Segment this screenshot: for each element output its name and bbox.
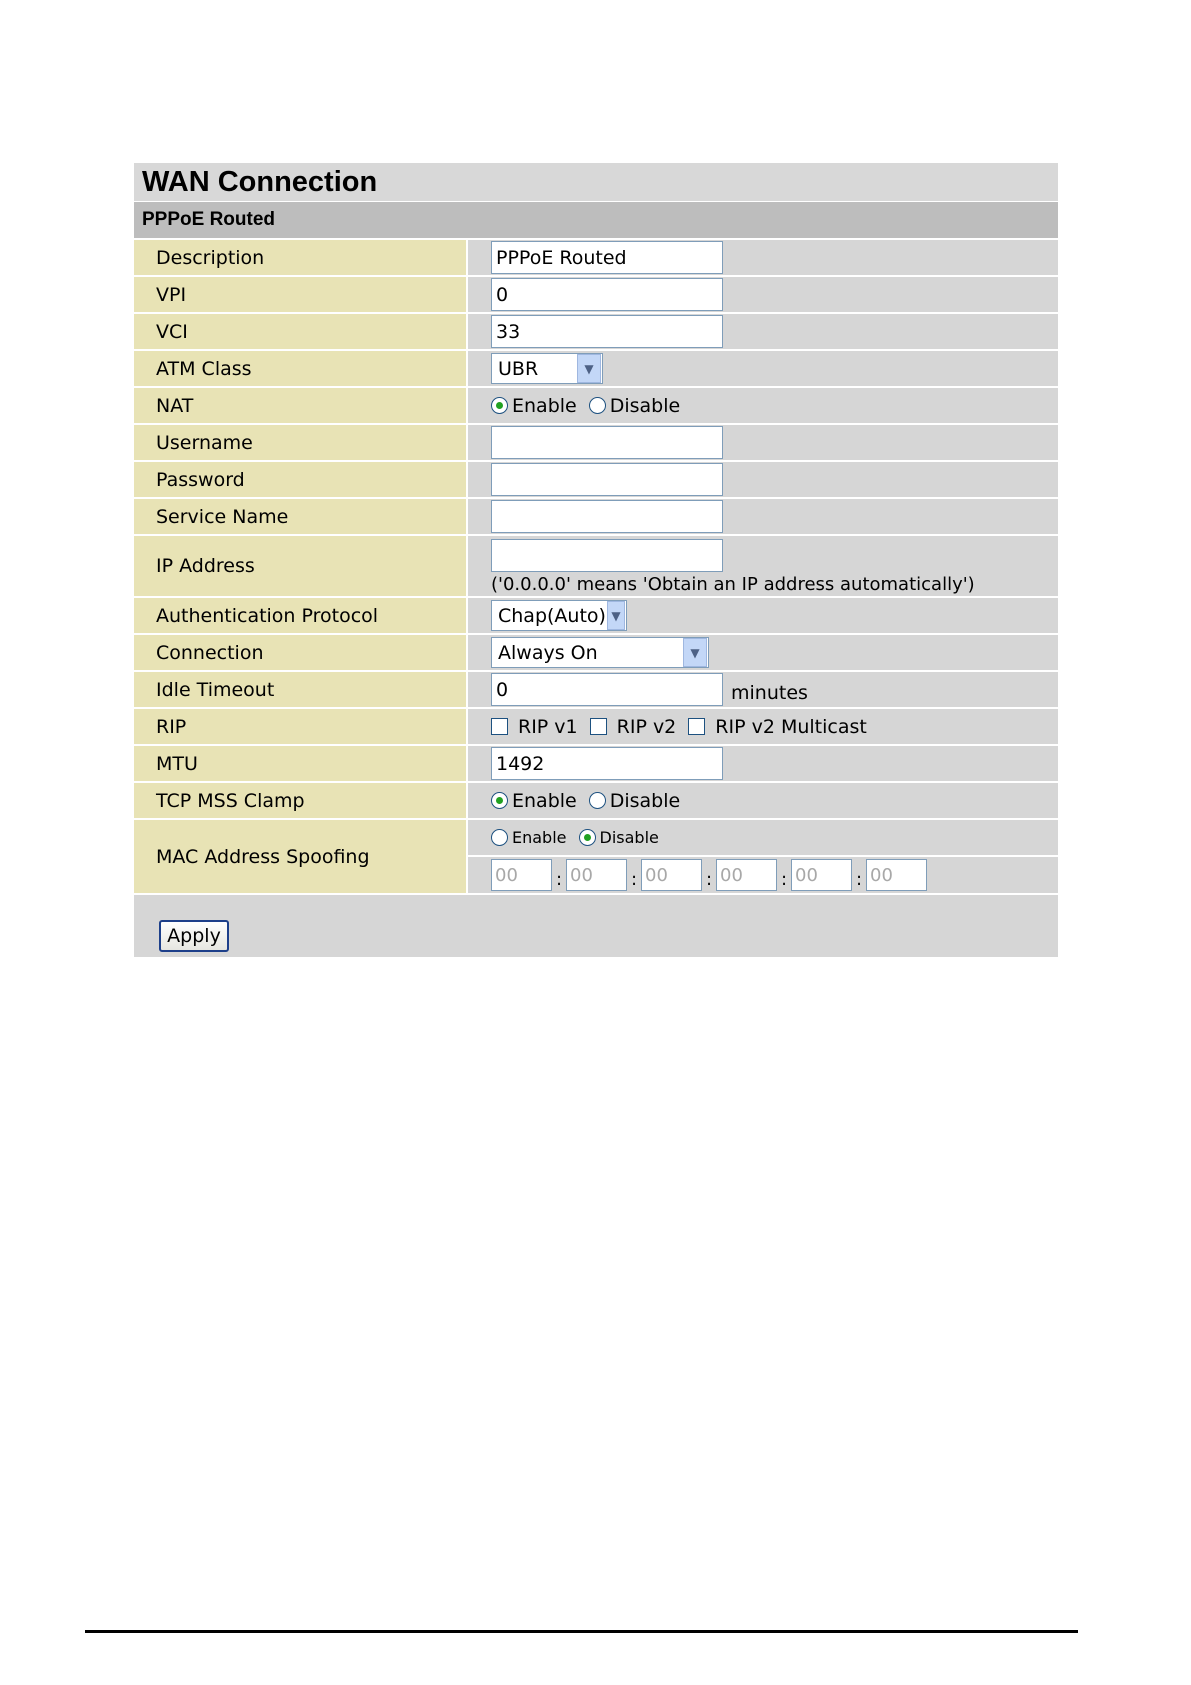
form-footer xyxy=(134,895,1058,957)
chevron-down-icon[interactable]: ▼ xyxy=(577,354,601,383)
vpi-label: VPI xyxy=(134,277,468,312)
row-idle-timeout xyxy=(134,672,1058,709)
apply-button[interactable]: Apply xyxy=(159,920,229,952)
tcp-mss-disable-radio[interactable] xyxy=(589,790,680,812)
mac-separator: : xyxy=(705,868,713,890)
connection-select[interactable] xyxy=(491,637,709,668)
rip-v2-multicast-label: RIP v2 Multicast xyxy=(715,715,867,738)
auth-protocol-value: Chap(Auto) xyxy=(498,604,606,627)
row-rip xyxy=(134,709,1058,746)
connection-label: Connection xyxy=(134,635,468,670)
rip-v2-multicast-checkbox[interactable] xyxy=(688,716,867,738)
mac-spoof-enable-radio[interactable] xyxy=(491,828,567,847)
row-connection xyxy=(134,635,1058,672)
vci-label: VCI xyxy=(134,314,468,349)
chevron-down-icon[interactable]: ▼ xyxy=(607,601,625,630)
row-auth-protocol xyxy=(134,598,1058,635)
ip-address-label: IP Address xyxy=(134,536,468,596)
password-label: Password xyxy=(134,462,468,497)
rip-v1-label: RIP v1 xyxy=(518,715,578,738)
nat-label: NAT xyxy=(134,388,468,423)
row-service-name xyxy=(134,499,1058,536)
ip-address-input[interactable] xyxy=(491,539,723,572)
row-nat xyxy=(134,388,1058,425)
row-password xyxy=(134,462,1058,499)
nat-disable-radio[interactable] xyxy=(589,395,680,417)
nat-enable-label: Enable xyxy=(512,394,577,417)
radio-unselected-icon[interactable] xyxy=(589,792,606,809)
mac-spoof-disable-radio[interactable] xyxy=(579,828,659,847)
row-description xyxy=(134,240,1058,277)
nat-disable-label: Disable xyxy=(609,394,681,417)
mac-spoof-enable-label: Enable xyxy=(512,828,567,847)
page-title: WAN Connection xyxy=(134,163,1058,202)
auth-protocol-select[interactable] xyxy=(491,600,627,631)
tcp-mss-enable-label: Enable xyxy=(512,789,577,812)
row-mac-spoofing xyxy=(134,820,1058,895)
atm-class-select[interactable] xyxy=(491,353,603,384)
radio-selected-icon[interactable] xyxy=(491,792,508,809)
wan-connection-panel xyxy=(134,163,1058,957)
vpi-input[interactable] xyxy=(491,278,723,311)
service-name-label: Service Name xyxy=(134,499,468,534)
rip-label: RIP xyxy=(134,709,468,744)
mac-spoof-disable-label: Disable xyxy=(599,828,659,847)
atm-class-value: UBR xyxy=(498,357,539,380)
atm-class-label: ATM Class xyxy=(134,351,468,386)
radio-selected-icon[interactable] xyxy=(579,829,596,846)
radio-selected-icon[interactable] xyxy=(491,397,508,414)
row-vpi xyxy=(134,277,1058,314)
service-name-input[interactable] xyxy=(491,500,723,533)
page-divider xyxy=(85,1630,1078,1633)
username-label: Username xyxy=(134,425,468,460)
rip-v2-label: RIP v2 xyxy=(616,715,677,738)
mac-octet-6[interactable] xyxy=(866,859,927,891)
idle-timeout-label: Idle Timeout xyxy=(134,672,468,707)
mac-octet-2[interactable] xyxy=(566,859,627,891)
description-input[interactable] xyxy=(491,241,723,274)
section-title: PPPoE Routed xyxy=(134,202,1058,240)
mac-octet-5[interactable] xyxy=(791,859,852,891)
mac-separator: : xyxy=(630,868,638,890)
auth-protocol-label: Authentication Protocol xyxy=(134,598,468,633)
radio-unselected-icon[interactable] xyxy=(491,829,508,846)
row-tcp-mss-clamp xyxy=(134,783,1058,820)
mtu-input[interactable] xyxy=(491,747,723,780)
row-vci xyxy=(134,314,1058,351)
nat-enable-radio[interactable] xyxy=(491,395,577,417)
radio-unselected-icon[interactable] xyxy=(589,397,606,414)
mac-octet-4[interactable] xyxy=(716,859,777,891)
ip-address-note: ('0.0.0.0' means 'Obtain an IP address automatically') xyxy=(491,574,975,595)
mac-separator: : xyxy=(780,868,788,890)
username-input[interactable] xyxy=(491,426,723,459)
checkbox-icon[interactable] xyxy=(590,718,607,735)
chevron-down-icon[interactable]: ▼ xyxy=(683,638,707,667)
tcp-mss-clamp-label: TCP MSS Clamp xyxy=(134,783,468,818)
mac-separator: : xyxy=(855,868,863,890)
mac-spoofing-label: MAC Address Spoofing xyxy=(134,820,468,893)
checkbox-icon[interactable] xyxy=(688,718,705,735)
idle-timeout-input[interactable] xyxy=(491,673,723,706)
rip-v1-checkbox[interactable] xyxy=(491,716,578,738)
mtu-label: MTU xyxy=(134,746,468,781)
idle-timeout-unit: minutes xyxy=(731,681,808,704)
rip-v2-checkbox[interactable] xyxy=(590,716,677,738)
checkbox-icon[interactable] xyxy=(491,718,508,735)
description-label: Description xyxy=(134,240,468,275)
row-atm-class xyxy=(134,351,1058,388)
row-mtu xyxy=(134,746,1058,783)
row-username xyxy=(134,425,1058,462)
tcp-mss-enable-radio[interactable] xyxy=(491,790,577,812)
mac-octet-3[interactable] xyxy=(641,859,702,891)
row-ip-address xyxy=(134,536,1058,598)
mac-separator: : xyxy=(555,868,563,890)
connection-value: Always On xyxy=(498,641,598,664)
mac-octet-1[interactable] xyxy=(491,859,552,891)
vci-input[interactable] xyxy=(491,315,723,348)
password-input[interactable] xyxy=(491,463,723,496)
tcp-mss-disable-label: Disable xyxy=(609,789,681,812)
